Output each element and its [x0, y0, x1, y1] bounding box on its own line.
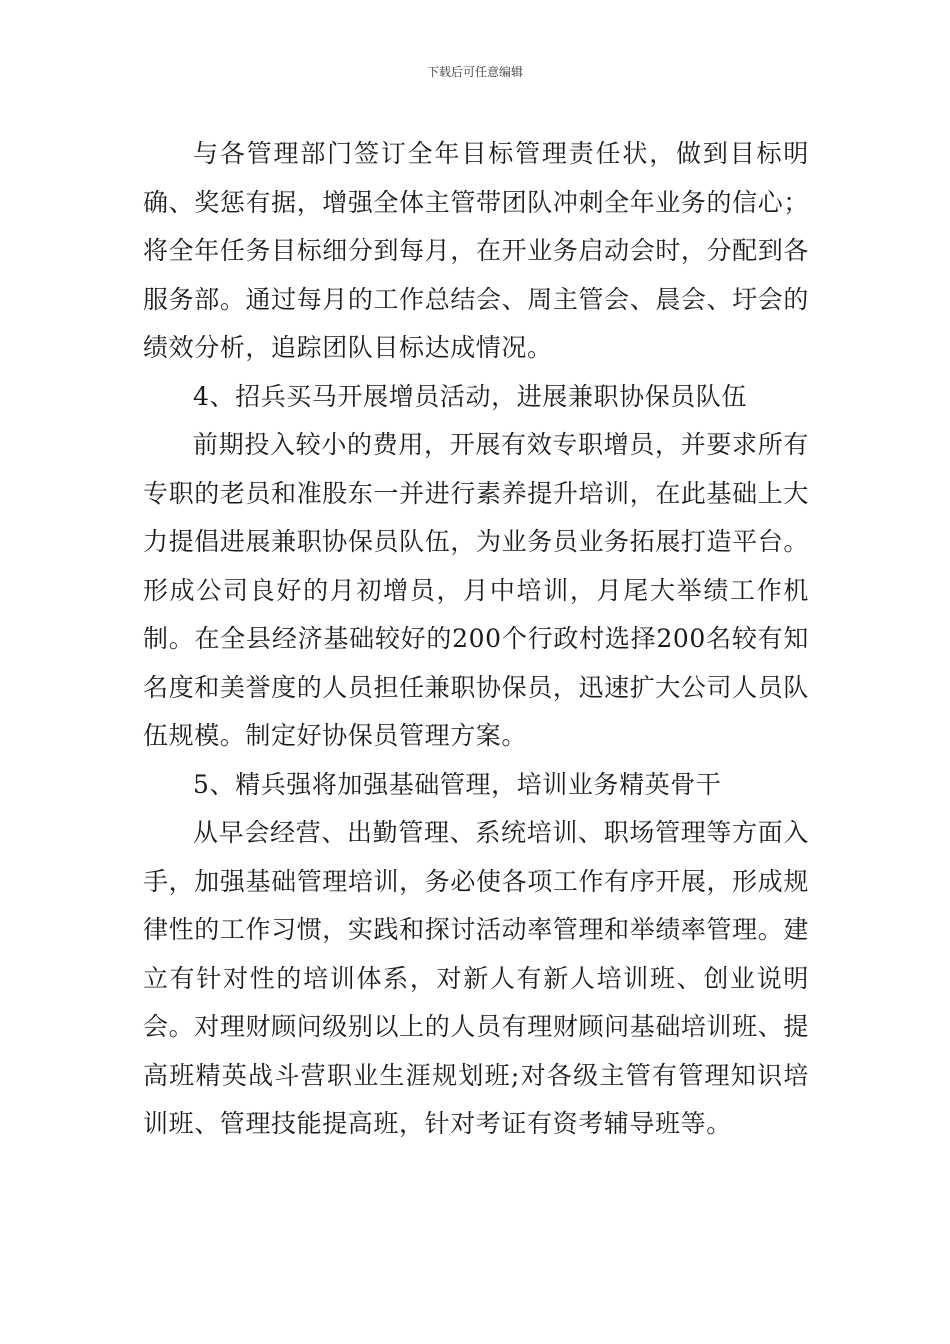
page-header: 下载后可任意编辑 [426, 65, 523, 79]
paragraph-target-management: 与各管理部门签订全年目标管理责任状，做到目标明确、奖惩有据，增强全体主管带团队冲刺全年业务的信心；将全年任务目标细分到每月，在开业务启动会时，分配到各服务部。通过每月的工作总结会、周主管会、晨会、圩会的绩效分析，追踪团队目标达成情况。 [143, 139, 809, 362]
document-body [143, 130, 809, 1149]
paragraph-training: 从早会经营、出勤管理、系统培训、职场管理等方面入手，加强基础管理培训，务必使各项工作有序开展，形成规律性的工作习惯，实践和探讨活动率管理和举绩率管理。建立有针对性的培训体系，对新人有新人培训班、创业说明会。对理财顾问级别以上的人员有理财顾问基础培训班、提高班精英战斗营职业生涯规划班;对各级主管有管理知识培训班、管理技能提高班，针对考证有资考辅导班等。 [143, 818, 809, 1138]
section-heading-recruitment: 4、招兵买马开展增员活动，进展兼职协保员队伍 [193, 381, 748, 411]
paragraph-recruitment: 前期投入较小的费用，开展有效专职增员，并要求所有专职的老员和准股东一并进行素养提升培训，在此基础上大力提倡进展兼职协保员队伍，为业务员业务拓展打造平台。形成公司良好的月初增员，月中培训，月尾大举绩工作机制。在全县经济基础较好的200个行政村选择200名较有知名度和美誉度的人员担任兼职协保员，迅速扩大公司人员队伍规模。制定好协保员管理方案。 [143, 430, 809, 750]
section-heading-training: 5、精兵强将加强基础管理，培训业务精英骨干 [193, 769, 722, 799]
